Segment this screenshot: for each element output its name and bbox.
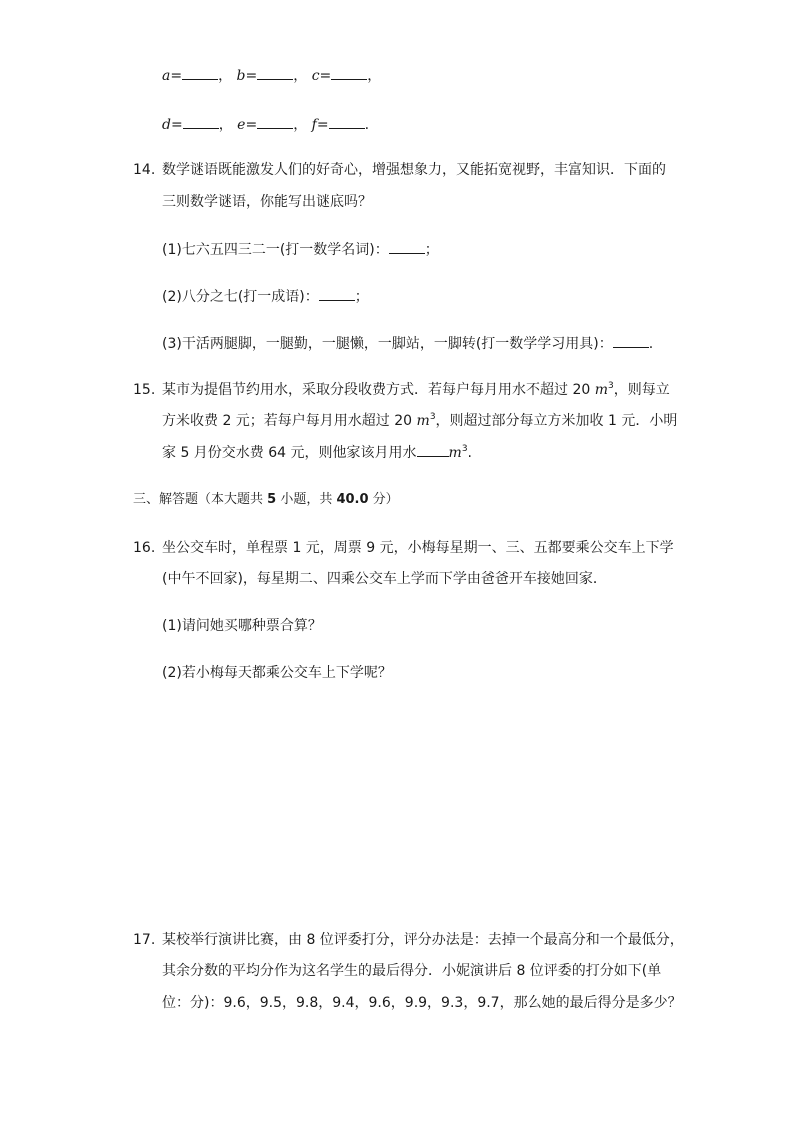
q14-line1: 数学谜语既能激发人们的好奇心，增强想象力，又能拓宽视野，丰富知识．下面的 [162,162,666,178]
answer-blank-e[interactable] [257,115,293,129]
q15-number: 15. [133,382,156,398]
q14-answer-blank-1[interactable] [389,240,425,254]
q14-line2: 三则数学谜语，你能写出谜底吗？ [162,194,372,210]
q14-sub1: (1)七六五四三二一(打一数学名词)： ； [162,242,439,258]
var-c: c [311,68,320,84]
q15-line1: 某市为提倡节约用水，采取分段收费方式．若每户每月用水不超过 20 $m^3$，则每立 [162,381,670,398]
q16-sub2: (2)若小梅每天都乘公交车上下学呢？ [162,665,392,681]
q17-line2: 其余分数的平均分作为这名学生的最后得分．小妮演讲后 8 位评委的打分如下(单 [162,963,662,979]
unit-cubic-meter: m [594,382,608,398]
q15-line2: 方米收费 2 元；若每户每月用水超过 20 $m^3$，则超过部分每立方米加收 1 元．小明 [162,412,678,429]
var-e: e [237,117,246,133]
q17-line1: 某校举行演讲比赛，由 8 位评委打分，评分办法是：去掉一个最高分和一个最低分， [162,932,684,948]
q14-sub3: (3)干活两腿脚，一腿勤，一腿懒，一脚站，一脚转(打一数学学习用具)： . [162,336,654,352]
var-f: f [311,117,317,133]
answer-blank-b[interactable] [257,66,293,80]
var-b: b [236,68,246,84]
q14-number: 14. [133,162,156,178]
q14-answer-blank-3[interactable] [613,334,649,348]
section-header: 三、解答题（本大题共 5 小题，共 40.0 分） [133,492,399,507]
q16-line1: 坐公交车时，单程票 1 元，周票 9 元，小梅每星期一、三、五都要乘公交车上下学 [162,540,674,556]
q14-sub2: (2)八分之七(打一成语)： ； [162,289,369,305]
q16-sub1: (1)请问她买哪种票合算？ [162,618,322,634]
answer-blank-c[interactable] [331,66,367,80]
q17-number: 17. [133,932,156,948]
answer-blank-f[interactable] [329,115,365,129]
unit-cubic-meter: m [416,413,430,429]
q16-number: 16. [133,540,156,556]
var-a: a [162,68,171,84]
q16-line2: (中午不回家)，每星期二、四乘公交车上学而下学由爸爸开车接她回家． [162,571,607,587]
q17-line3: 位：分)：9.6，9.5，9.8，9.4，9.6，9.9，9.3，9.7，那么她的最后得分是多少？ [162,995,682,1011]
q15-answer-blank[interactable] [417,443,449,457]
var-d: d [162,117,171,133]
q14-answer-blank-2[interactable] [319,287,355,301]
answer-blank-a[interactable] [182,66,218,80]
vars-row-abc: a= ， b= ， c= ， [162,68,382,84]
q15-line3: 家 5 月份交水费 64 元，则他家该月用水 $m^3$. [162,444,472,461]
unit-cubic-meter: m [448,445,462,461]
answer-blank-d[interactable] [183,115,219,129]
vars-row-def: d= ， e= ， f= . [162,117,370,133]
